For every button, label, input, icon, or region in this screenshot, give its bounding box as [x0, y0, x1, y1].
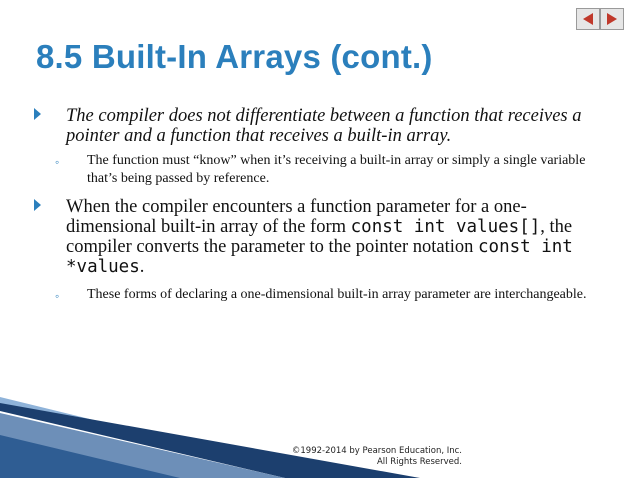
- bullet-1-text: The compiler does not differentiate between a function that receives a pointer and a function that receives a built-in array.: [66, 106, 582, 146]
- circle-bullet-icon: ◦: [55, 289, 60, 303]
- bullet-1: [34, 106, 606, 146]
- bullet-2-text-b: , the compiler converts the parameter to the pointer notation: [66, 217, 573, 257]
- sub-bullet-2-text: These forms of declaring a one-dimensional built-in array parameter are interchangeable.: [87, 287, 587, 302]
- rights-line: All Rights Reserved.: [376, 457, 462, 467]
- next-slide-button[interactable]: [600, 8, 624, 30]
- bullet-2: [34, 197, 606, 277]
- sub-bullet-1: [34, 152, 606, 188]
- sub-bullet-2: [34, 286, 606, 304]
- prev-slide-button[interactable]: [576, 8, 600, 30]
- bullet-arrow-icon: [34, 199, 41, 211]
- sub-bullet-1-text: The function must “know” when it’s receiving a built-in array or simply a single variable that’s being passed by reference.: [87, 153, 586, 186]
- slide-content: [34, 106, 606, 304]
- slide-title: 8.5 Built-In Arrays (cont.): [36, 38, 433, 75]
- bullet-2-text-c: .: [139, 257, 145, 277]
- bullet-arrow-icon: [34, 108, 41, 120]
- circle-bullet-icon: ◦: [55, 155, 60, 169]
- slide-nav: [576, 8, 624, 30]
- copyright-footer: [290, 446, 462, 468]
- triangle-right-icon: [604, 11, 620, 27]
- copyright-line: ©1992-2014 by Pearson Education, Inc.: [291, 446, 462, 456]
- triangle-left-icon: [580, 11, 596, 27]
- bullet-2-text-a: When the compiler encounters a function parameter for a one-dimensional built-in array of the form: [66, 197, 527, 237]
- code-pointer-param: const int *values: [66, 237, 573, 277]
- code-array-param: const int values[]: [350, 217, 541, 237]
